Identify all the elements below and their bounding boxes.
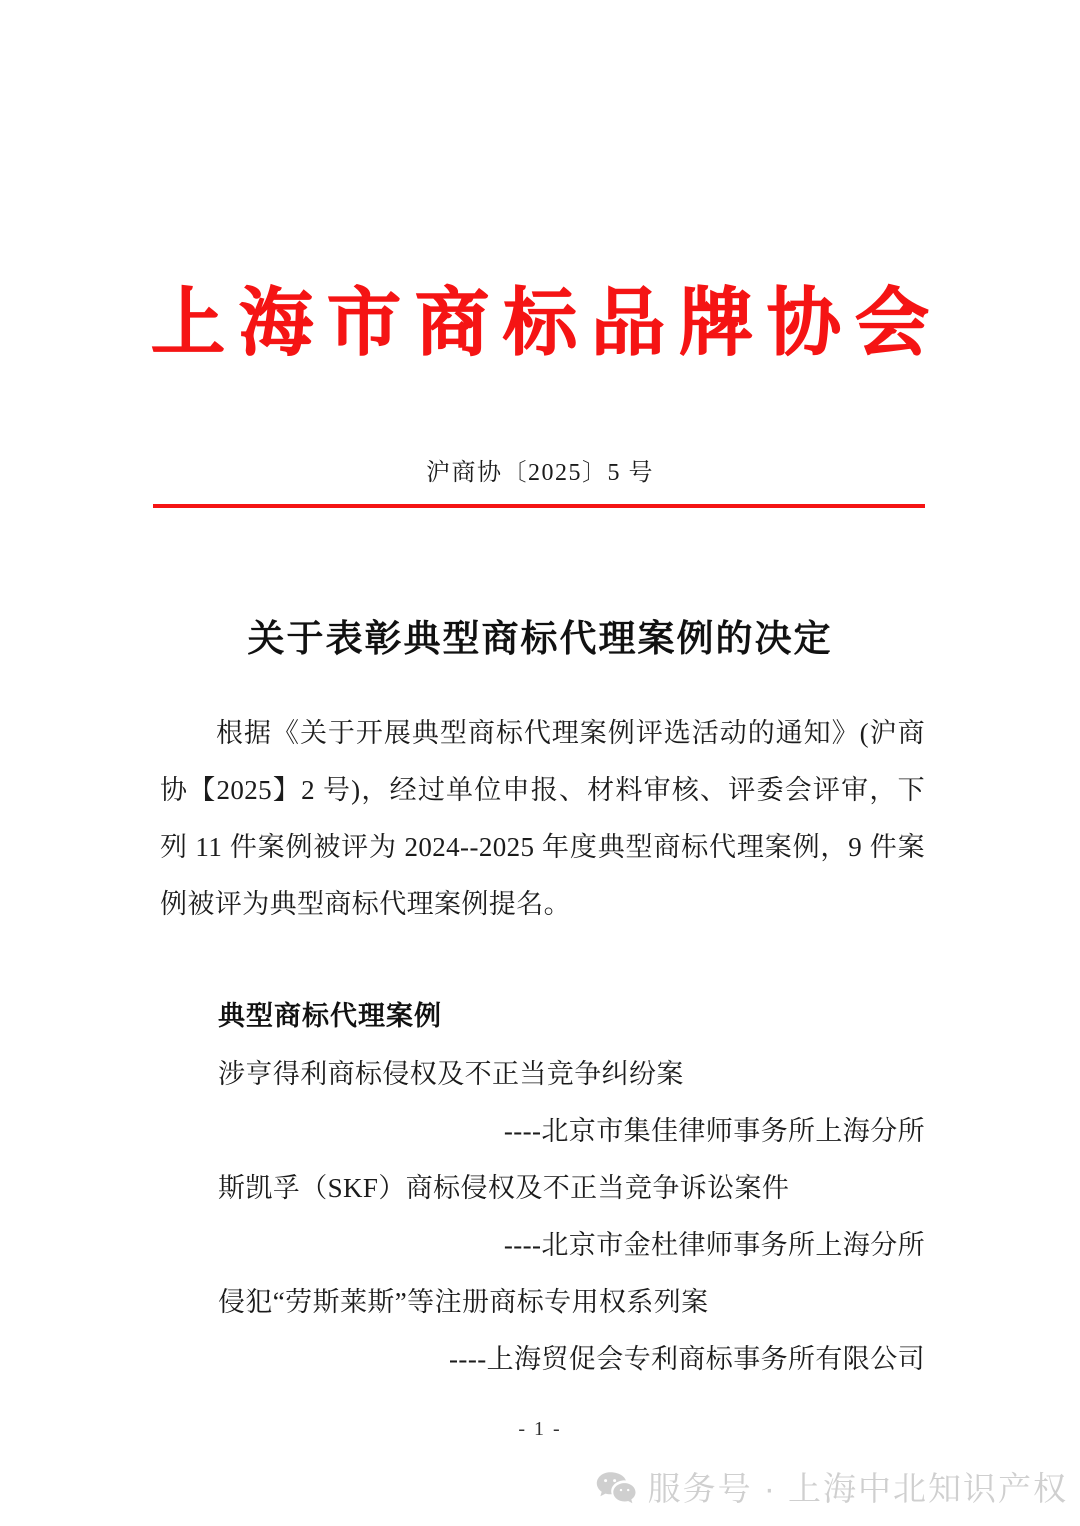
watermark xyxy=(596,1471,1068,1505)
award-list-section xyxy=(160,988,925,1388)
case-title: 涉亨得利商标侵权及不正当竞争纠纷案 xyxy=(218,1059,684,1089)
letterhead-organization-name: 上海市商标品牌协会 xyxy=(151,283,943,365)
case-firm-attribution: ----北京市集佳律师事务所上海分所 xyxy=(503,1116,925,1146)
case-firm-attribution: ----北京市金杜律师事务所上海分所 xyxy=(503,1230,925,1260)
case-entry xyxy=(160,1046,925,1160)
page-number: - 1 - xyxy=(518,1418,562,1440)
red-separator-rule xyxy=(153,504,925,508)
case-entry xyxy=(160,1274,925,1388)
document-title: 关于表彰典型商标代理案例的决定 xyxy=(247,618,833,660)
case-title: 侵犯“劳斯莱斯”等注册商标专用权系列案 xyxy=(218,1287,709,1317)
letterhead xyxy=(0,283,1080,365)
wechat-icon xyxy=(596,1471,636,1505)
case-entry xyxy=(160,1160,925,1274)
award-section-heading: 典型商标代理案例 xyxy=(218,1001,442,1031)
case-title: 斯凯孚（SKF）商标侵权及不正当竞争诉讼案件 xyxy=(218,1173,790,1203)
watermark-text: 服务号 · 上海中北知识产权 xyxy=(647,1469,1068,1507)
document-body xyxy=(160,705,925,933)
body-paragraph: 根据《关于开展典型商标代理案例评选活动的通知》(沪商协【2025】2 号)，经过单位申报、材料审核、评委会评审，下列 11 件案例被评为 2024--2025 年度典型商标代理案例，9 件案例被评为典型商标代理案例提名。 xyxy=(160,718,925,919)
document-number: 沪商协〔2025〕5 号 xyxy=(426,460,654,486)
case-firm-attribution: ----上海贸促会专利商标事务所有限公司 xyxy=(449,1344,925,1374)
